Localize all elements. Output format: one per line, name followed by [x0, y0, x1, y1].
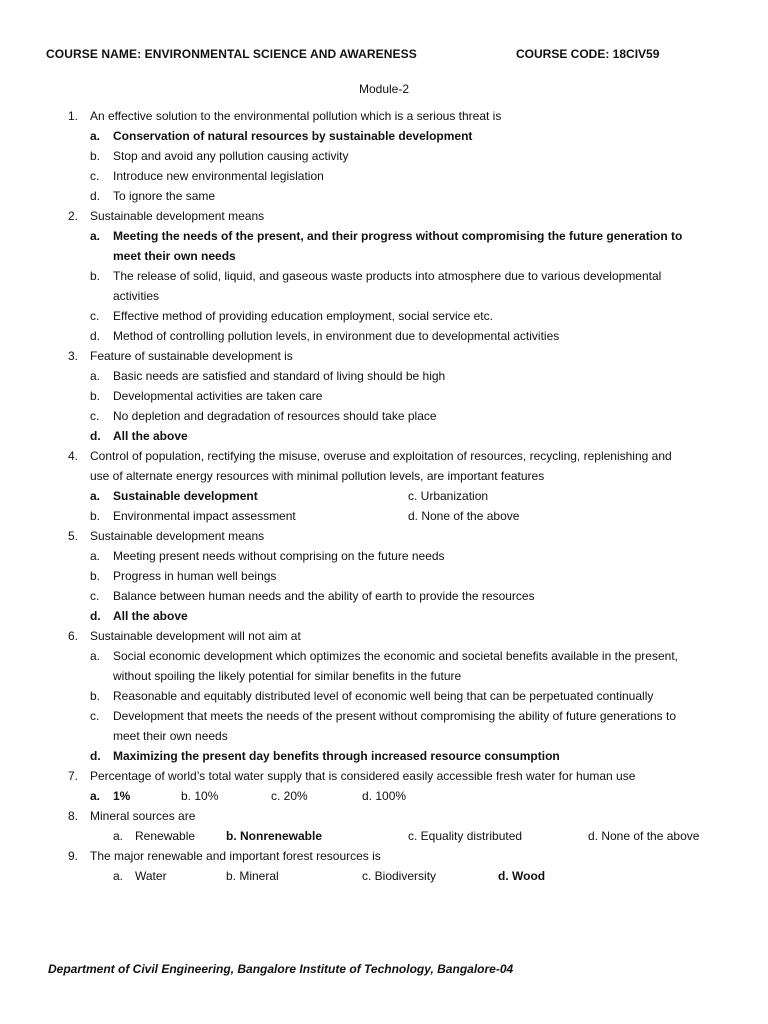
- q8-option-a: Renewable: [135, 829, 196, 843]
- q4-options-row-1: a. Sustainable development c. Urbanization: [0, 486, 768, 506]
- question-1: 1. An effective solution to the environmental pollution which is a serious threat is: [68, 109, 502, 123]
- question-6: 6. Sustainable development will not aim at: [68, 629, 301, 643]
- footer: Department of Civil Engineering, Bangalore Institute of Technology, Bangalore-04: [48, 962, 514, 976]
- q1-option-d: d. To ignore the same: [90, 189, 216, 203]
- question-2: 2. Sustainable development means: [68, 209, 265, 223]
- q2-option-d: d. Method of controlling pollution levels, in environment due to developmental activities: [90, 329, 560, 343]
- q6-option-b: b. Reasonable and equitably distributed level of economic well being that can be perpetuated continually: [90, 689, 654, 703]
- q8-options-row: a. Renewable b. Nonrenewable c. Equality distributed d. None of the above: [0, 826, 768, 846]
- q5-option-c: c. Balance between human needs and the ability of earth to provide the resources: [90, 589, 535, 603]
- q3-option-c: c. No depletion and degradation of resources should take place: [90, 409, 437, 423]
- q8-option-d: d. None of the above: [588, 829, 700, 843]
- q1-option-a: a. Conservation of natural resources by sustainable development: [90, 129, 473, 143]
- question-3: 3. Feature of sustainable development is: [68, 349, 293, 363]
- q6-option-a-cont: without spoiling the likely potential for similar benefits in the future: [113, 669, 462, 683]
- course-name: COURSE NAME: ENVIRONMENTAL SCIENCE AND AWARENESS: [46, 47, 417, 61]
- q4-options-row-2: b. Environmental impact assessment d. None of the above: [0, 506, 768, 526]
- q9-options-row: a. Water b. Mineral c. Biodiversity d. Wood: [0, 866, 768, 886]
- q7-option-c: c. 20%: [271, 789, 308, 803]
- q7-option-b: b. 10%: [181, 789, 219, 803]
- q5-option-d: d. All the above: [90, 609, 188, 623]
- q6-option-a: a. Social economic development which optimizes the economic and societal benefits available in the present,: [90, 649, 678, 663]
- q4-option-d: d. None of the above: [408, 509, 520, 523]
- q9-option-a: Water: [135, 869, 167, 883]
- module-title: Module-2: [358, 82, 410, 96]
- q5-option-b: b. Progress in human well beings: [90, 569, 277, 583]
- q1-option-c: c. Introduce new environmental legislation: [90, 169, 324, 183]
- q6-option-c: c. Development that meets the needs of the present without compromising the ability of future generations to: [90, 709, 676, 723]
- q2-option-b: b. The release of solid, liquid, and gaseous waste products into atmosphere due to various developmental: [90, 269, 662, 283]
- q7-options-row: a. 1% b. 10% c. 20% d. 100%: [0, 786, 768, 806]
- q9-option-c: c. Biodiversity: [362, 869, 437, 883]
- q6-option-c-cont: meet their own needs: [113, 729, 228, 743]
- q7-option-d: d. 100%: [362, 789, 407, 803]
- q8-option-b: b. Nonrenewable: [226, 829, 323, 843]
- q3-option-a: a. Basic needs are satisfied and standard of living should be high: [90, 369, 446, 383]
- q2-option-a: a. Meeting the needs of the present, and their progress without compromising the future generation to: [90, 229, 683, 243]
- q6-option-d: d. Maximizing the present day benefits through increased resource consumption: [90, 749, 560, 763]
- q8-option-c: c. Equality distributed: [408, 829, 523, 843]
- question-4-cont: use of alternate energy resources with minimal pollution levels, are important features: [90, 469, 545, 483]
- q5-option-a: a. Meeting present needs without comprising on the future needs: [90, 549, 445, 563]
- question-9: 9. The major renewable and important forest resources is: [68, 849, 381, 863]
- question-7: 7. Percentage of world’s total water supply that is considered easily accessible fresh water for human use: [68, 769, 636, 783]
- q2-option-a-cont: meet their own needs: [113, 249, 236, 263]
- q4-option-c: c. Urbanization: [408, 489, 489, 503]
- question-8: 8. Mineral sources are: [68, 809, 196, 823]
- question-list: [0, 106, 768, 886]
- question-5: 5. Sustainable development means: [68, 529, 265, 543]
- q2-option-c: c. Effective method of providing education employment, social service etc.: [90, 309, 493, 323]
- q1-option-b: b. Stop and avoid any pollution causing activity: [90, 149, 349, 163]
- course-code: COURSE CODE: 18CIV59: [516, 47, 660, 61]
- q9-option-b: b. Mineral: [226, 869, 279, 883]
- q9-option-d: d. Wood: [498, 869, 546, 883]
- q2-option-b-cont: activities: [113, 289, 160, 303]
- q3-option-b: b. Developmental activities are taken care: [90, 389, 323, 403]
- q3-option-d: d. All the above: [90, 429, 188, 443]
- question-4: 4. Control of population, rectifying the misuse, overuse and exploitation of resources, recycling, replenishing and: [68, 449, 672, 463]
